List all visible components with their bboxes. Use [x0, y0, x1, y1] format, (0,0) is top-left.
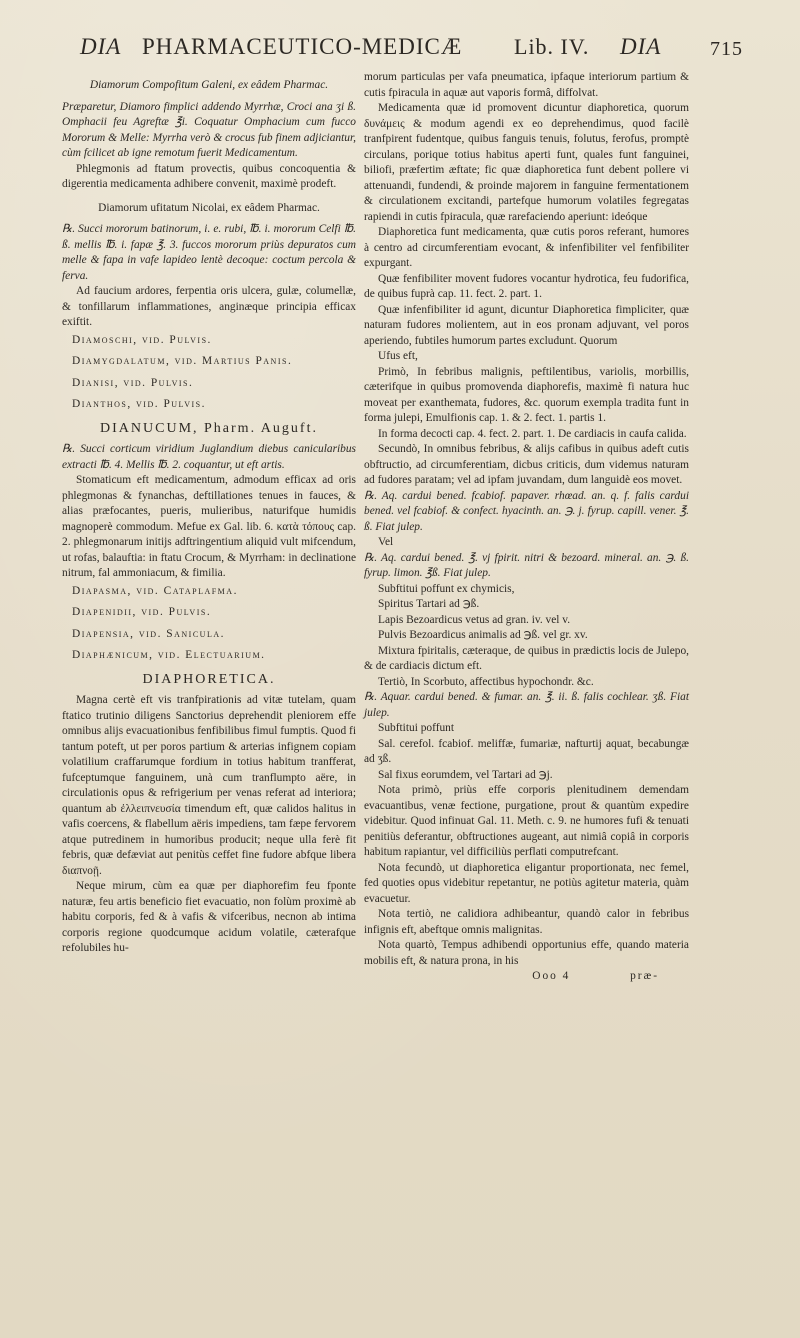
paragraph: Subftitui poffunt ex chymicis, — [378, 582, 515, 595]
paragraph: Nota tertiò, ne calidiora adhibeantur, quandò calor in febribus infignis eft, abeftque omnis malignitas. — [364, 908, 689, 936]
paragraph: Mixtura fpiritalis, cæteraque, de quibus in prædictis locis de Julepo, & de cardiacis dictum eft. — [364, 644, 689, 672]
paragraph: Vel — [378, 536, 394, 548]
recipe-paragraph: ℞. Succi mororum batinorum, i. e. rubi, ℔. i. mororum Celfi ℔. ß. mellis ℔. i. fapæ ℥. 3. fuccos mororum priùs depuratos cum melle & fapa in vafe lapideo lentè decoque: coctum percola & ferva. — [62, 223, 356, 282]
running-head-left: DIA — [80, 34, 122, 59]
paragraph: In forma decocti cap. 4. fect. 2. part. 1. De cardiacis in caufa calida. — [378, 427, 687, 440]
cross-reference: Diamoschi, vid. Pulvis. — [72, 333, 212, 346]
paragraph: Ufus eft, — [378, 350, 418, 362]
paragraph: morum particulas per vafa pneumatica, ipfaque interiorum partium & cutis fpiracula in aquæ aut vaporis formâ, diffolvat. — [364, 71, 689, 99]
signature-mark: Ooo 4 — [532, 970, 571, 982]
paragraph: Nota quartò, Tempus adhibendi opportunius effe, quando materia mobilis eft, & natura prona, in his — [364, 939, 689, 967]
paragraph: Stomaticum eft medicamentum, admodum efficax ad oris phlegmonas & fynanchas, deftillationes tenues in fauces, & alias præfocantes, pueris, mulieribus, naturifque humidis magnoperè commodum. Mefue ex Gal. lib. 6. κατὰ τόπους cap. 2. phlegmonarum initijs adftringentium aliquid vult mifcendum, ut rofas, balauftia: in ftatu Crocum, & Myrrham: in declinatione nitrum, fal ammoniacum, & fimilia. — [62, 474, 356, 579]
running-head-right: DIA — [620, 34, 662, 59]
recipe-paragraph: ℞. Aquar. cardui bened. & fumar. an. ℥. ii. ß. falis cochlear. ʒß. Fiat julep. — [364, 691, 689, 719]
cross-reference: Diapasma, vid. Cataplafma. — [72, 584, 238, 597]
paragraph: Phlegmonis ad ftatum provectis, quibus concoquentia & digerentia medicamenta adhibere convenit, maximè prodeft. — [62, 162, 356, 190]
paragraph: Medicamenta quæ id promovent dicuntur diaphoretica, quorum δυνάμεις & modum agendi ex eo deprehendimus, quod facilè tranfpirent fudentque, quibus fanguis tenuis, folutus, ferofus, promptè circulans, porique totius habitus aperti funt, quales funt fanguinei, biliofi, præfertim æftate; fic quæ diaphoretica funt debent pollere vi attenuandi, fundendi, & proinde majorem in fanguine fermentationem & circulationem excitandi, partefque humorum volatiles fegregatas rapiendi in cutis fpiracula, quæ rarefaciendo aperiunt: ideóque — [364, 102, 689, 223]
recipe-paragraph: ℞. Aq. cardui bened. ℥. vj fpirit. nitri & bezoard. mineral. an. ℈. ß. fyrup. limon. ℥ß. Fiat julep. — [364, 551, 689, 579]
entry-heading: Diamorum Compofitum Galeni, ex eâdem Pharmac. — [89, 79, 329, 91]
paragraph: Magna certè eft vis tranfpirationis ad vitæ tutelam, quam ftatico trutinio diligens Sanctorius deprehendit pleniorem effe omnibus alijs evacuationibus fenfibilibus fimul fumptis. Quod fi tantum poteft, ut per poros partium & arterias infignem copiam volatilium craffarumque fordium in totius habitum tranfferat, fufceptumque fanguinem, unà cum tranflumpto aëre, in circulationis opus & refrigerium per venas referat ad interiora; quantum ab ἐλλειπνευσία timendum eft, quæ calidos halitus in vafis coercens, & flabellum aëris impediens, tam fæpe fervorem atque putredinem in humoribus producit; neque ulla ferè fit febris, quæ defæviat aut penitùs ceffet fine fudore abfque libera διαπνοῇ. — [62, 694, 356, 877]
cross-reference: Dianisi, vid. Pulvis. — [72, 376, 194, 389]
page-number: 715 — [710, 38, 743, 60]
paragraph: Primò, In febribus malignis, peftilentibus, variolis, morbillis, cæterifque in quibus promovenda diaphorefis, maximè fi natura huc moveat per exanthemata, fudores, &c. quorum exempla tradita funt in forma julepi, Emulfionis cap. 1. & 2. fect. 1. partis 1. — [364, 365, 689, 424]
cross-reference: Dianthos, vid. Pulvis. — [72, 398, 206, 410]
paragraph: Lapis Bezoardicus vetus ad gran. iv. vel v. — [378, 613, 571, 626]
paragraph: Pulvis Bezoardicus animalis ad ℈ß. vel gr. xv. — [378, 629, 588, 641]
recipe-paragraph: ℞. Succi corticum viridium Juglandium diebus canicularibus extracti ℔. 4. Mellis ℔. 2. coquantur, ut eft artis. — [62, 443, 356, 471]
paragraph: Quæ infenfibiliter id agunt, dicuntur Diaphoretica fimpliciter, quæ naturam fudores molientem, aut in eos pronam adjuvant, vel poros aperiendo, fubtiles humorum partes excludunt. Quorum — [364, 303, 689, 347]
cross-reference: Diapenidii, vid. Pulvis. — [72, 606, 212, 618]
running-head-book: Lib. IV. — [514, 34, 590, 59]
paragraph: Spiritus Tartari ad ℈ß. — [378, 598, 480, 610]
cross-reference: Diapensia, vid. Sanicula. — [72, 627, 225, 640]
paragraph: Diaphoretica funt medicamenta, quæ cutis poros referant, humores à centro ad circumferentiam evocant, & infenfibiliter vel fenfibiliter expurgant. — [364, 226, 689, 269]
paragraph: Neque mirum, cùm ea quæ per diaphorefim feu fponte naturæ, feu artis beneficio fiet evacuatio, non folùm proximè ab habitu corporis, fed & à vafis & vifceribus, necnon ab intima corporis regione quodcumque acidum volatile, cæterafque refolubiles hu- — [62, 880, 356, 954]
signature-line — [364, 969, 659, 985]
recipe-paragraph: ℞. Aq. cardui bened. fcabiof. papaver. rhœad. an. q. f. falis cardui bened. vel fcabiof. & confect. hyacinth. an. ℈. j. fyrup. capill. vener. ℥. ß. Fiat julep. — [364, 489, 689, 533]
cross-reference: Diaphænicum, vid. Electuarium. — [72, 649, 266, 661]
recipe-paragraph: Præparetur, Diamoro fimplici addendo Myrrhæ, Croci ana ʒi ß. Omphacii feu Agreftæ ℥i. Coquatur Omphacium cum fucco Mororum & Melle: Myrrha verò & crocus fub finem adjiciantur, cùm fcilicet ab igne remotum fuerit Medicamentum. — [62, 100, 356, 159]
running-head-title: PHARMACEUTICO-MEDICÆ — [142, 34, 463, 59]
paragraph: Nota fecundò, ut diaphoretica eligantur proportionata, nec femel, fed quoties opus videbitur repetantur, ne potiùs agitetur materia, quàm evacuetur. — [364, 861, 689, 905]
running-head — [80, 28, 780, 68]
paragraph: Secundò, In omnibus febribus, & alijs cafibus in quibus adeft cutis obftructio, ad circumferentiam, dicbus criticis, dum videmus naturam ad fudores paratam; vel ad ipfam juvandam, dum languidè eos movet. — [364, 443, 689, 486]
right-column — [364, 70, 689, 985]
paragraph: Tertiò, In Scorbuto, affectibus hypochondr. &c. — [378, 675, 594, 688]
entry-heading: Diamorum ufitatum Nicolai, ex eâdem Pharmac. — [98, 201, 320, 214]
section-heading: DIAPHORETICA. — [142, 671, 276, 687]
paragraph: Nota primò, priùs effe corporis plenitudinem demendam evacuantibus, venæ fectione, purgatione, prout & quantùm expedire videbitur. Quod infinuat Gal. 11. Meth. c. 9. ne humores fufi & tenuati penitiùs deferantur, obftructiones augeant, aut nimiâ copiâ in corporis habitum rapiantur, vel difficiliùs perflati computrefcant. — [364, 784, 689, 858]
left-column — [62, 70, 356, 957]
paragraph: Ad faucium ardores, ferpentia oris ulcera, gulæ, columellæ, & tonfillarum inflammationes, anginæque principia efficax exiftit. — [62, 285, 356, 328]
paragraph: Subftitui poffunt — [378, 722, 455, 734]
section-heading: DIANUCUM, Pharm. Auguft. — [100, 420, 318, 436]
paragraph: Sal. cerefol. fcabiof. meliffæ, fumariæ, nafturtij aquat, becabungæ ad ʒß. — [364, 737, 689, 765]
paragraph: Quæ fenfibiliter movent fudores vocantur hydrotica, feu fudorifica, de quibus fuprà cap. 11. fect. 2. part. 1. — [364, 272, 689, 300]
catchword: præ- — [630, 970, 659, 982]
paragraph: Sal fixus eorumdem, vel Tartari ad ℈j. — [378, 768, 553, 781]
cross-reference: Diamygdalatum, vid. Martius Panis. — [72, 355, 293, 367]
